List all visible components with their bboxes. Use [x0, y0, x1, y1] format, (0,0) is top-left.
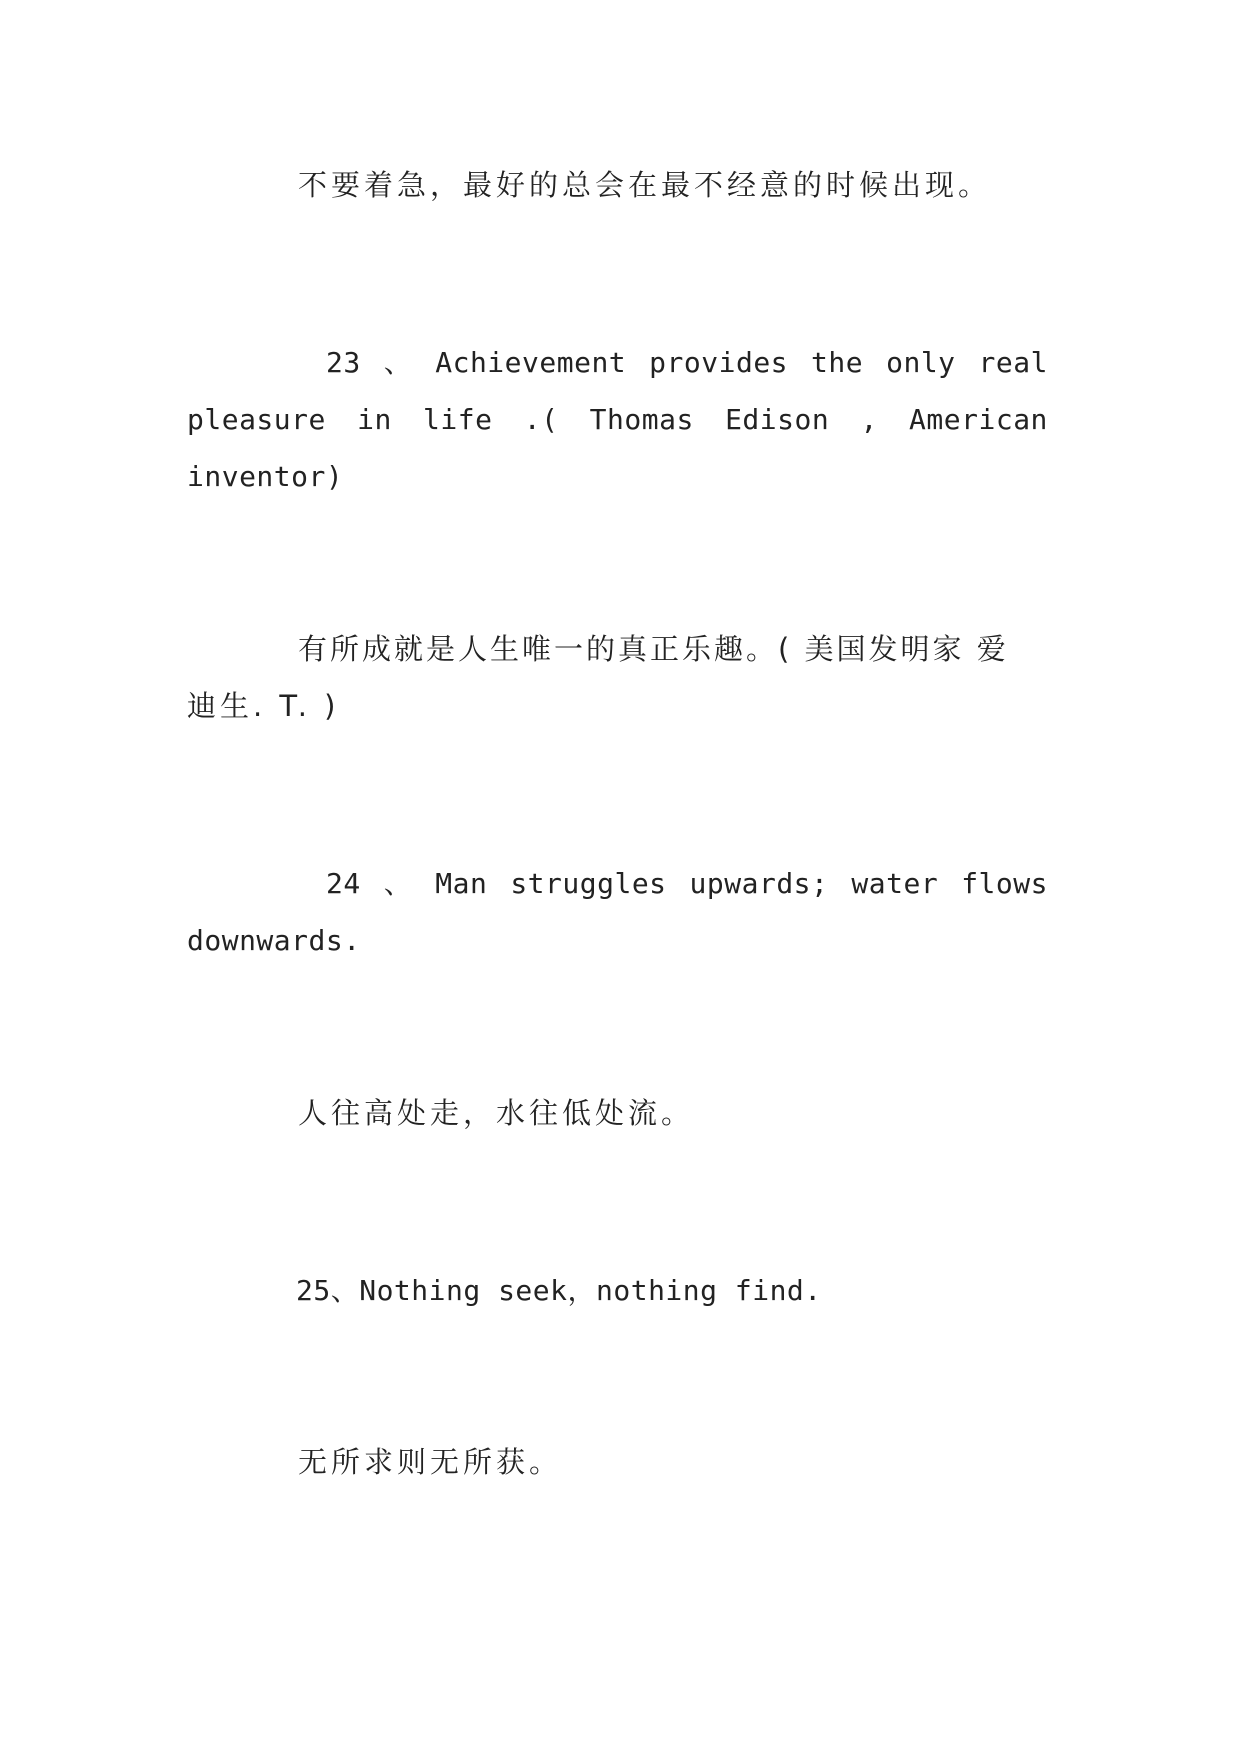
word: flows	[961, 867, 1048, 900]
word: 、	[383, 867, 413, 900]
word: Achievement	[435, 346, 627, 379]
word: Thomas	[589, 403, 694, 436]
word: 23	[326, 346, 361, 379]
word: the	[811, 346, 864, 379]
word: American	[909, 403, 1048, 436]
word: struggles	[510, 867, 667, 900]
word: Edison	[725, 403, 830, 436]
word: ,	[860, 403, 878, 436]
paragraph-chinese-23-line-2: 迪生. T. )	[187, 689, 340, 723]
word: 24	[326, 867, 361, 900]
paragraph-chinese-25: 无所求则无所获。	[298, 1445, 563, 1479]
word: life	[423, 403, 493, 436]
paragraph-english-24-line-1	[326, 855, 1048, 913]
word: .(	[523, 403, 559, 436]
paragraph-english-23-line-3: inventor)	[187, 460, 344, 493]
paragraph-chinese-23-line-1: 有所成就是人生唯一的真正乐趣。( 美国发明家 爱	[298, 632, 1009, 666]
word: 、	[383, 346, 413, 379]
word: only	[886, 346, 956, 379]
word: water	[851, 867, 939, 900]
word: Man	[435, 867, 488, 900]
paragraph-chinese-24: 人往高处走，水往低处流。	[298, 1096, 695, 1130]
word: provides	[649, 346, 789, 379]
word: pleasure	[187, 403, 326, 436]
paragraph-english-23-line-2	[187, 391, 1048, 449]
paragraph-english-25: 25、Nothing seek，nothing find.	[296, 1274, 822, 1307]
paragraph-english-23-line-1	[326, 334, 1048, 392]
paragraph-chinese-1: 不要着急，最好的总会在最不经意的时候出现。	[298, 168, 992, 202]
paragraph-english-24-line-2: downwards.	[187, 924, 361, 957]
word: in	[357, 403, 392, 436]
word: upwards;	[689, 867, 829, 900]
word: real	[978, 346, 1048, 379]
